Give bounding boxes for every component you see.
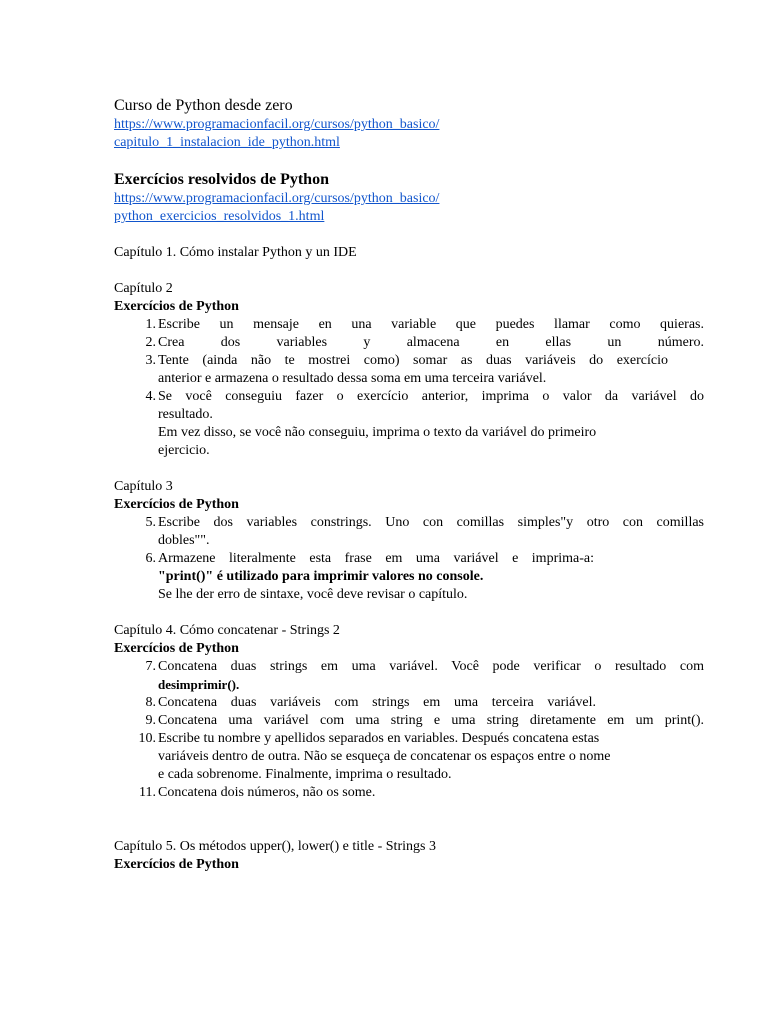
chapter4-subhead: Exercícios de Python — [114, 641, 239, 656]
list-item — [114, 550, 704, 604]
item-number: 7. — [145, 659, 156, 674]
item-text: Em vez disso, se você não conseguiu, imprima o texto da variável do primeiro — [158, 425, 597, 440]
list-item — [114, 388, 704, 460]
item-text: desimprimir(). — [158, 677, 240, 692]
chapter3-title: Capítulo 3 — [114, 479, 173, 494]
list-item — [114, 352, 704, 388]
item-number: 1. — [145, 317, 156, 332]
list-item — [114, 712, 704, 730]
item-text: Tente (ainda não te mostrei como) somar as duas variáveis do exercício — [158, 353, 668, 368]
item-text: Se você conseguiu fazer o exercício anterior, imprima o valor da variável do — [158, 389, 704, 404]
exercises-link-line1[interactable]: https://www.programacionfacil.org/cursos/python_basico/ — [114, 191, 440, 206]
item-text: Armazene literalmente esta frase em uma variável e imprima-a: — [158, 551, 594, 566]
chapter2-title: Capítulo 2 — [114, 281, 173, 296]
item-text: e cada sobrenome. Finalmente, imprima o resultado. — [158, 767, 452, 782]
course-link-line1[interactable]: https://www.programacionfacil.org/cursos/python_basico/ — [114, 117, 440, 132]
item-number: 4. — [145, 389, 156, 404]
item-text: Escribe tu nombre y apellidos separados en variables. Después concatena estas — [158, 731, 600, 746]
item-text: ejercicio. — [158, 443, 210, 458]
chapter3-subhead: Exercícios de Python — [114, 497, 239, 512]
item-text: variáveis dentro de outra. Não se esqueça de concatenar os espaços entre o nome — [158, 749, 611, 764]
course-title: Curso de Python desde zero — [114, 97, 293, 114]
item-number: 6. — [145, 551, 156, 566]
item-text: Crea dos variables y almacena en ellas un número. — [158, 335, 704, 350]
item-text: Concatena uma variável com uma string e uma string diretamente em um print(). — [158, 713, 704, 728]
exercises-title: Exercícios resolvidos de Python — [114, 171, 329, 188]
item-text: Se lhe der erro de sintaxe, você deve revisar o capítulo. — [158, 587, 468, 602]
exercises-link-line2[interactable]: python_exercicios_resolvidos_1.html — [114, 209, 325, 224]
chapter4-exercise-list — [114, 658, 704, 802]
list-item — [114, 316, 704, 334]
item-number: 8. — [145, 695, 156, 710]
item-number: 3. — [145, 353, 156, 368]
item-number: 11. — [139, 785, 156, 800]
item-text: "print()" é utilizado para imprimir valores no console. — [158, 569, 484, 584]
item-text: resultado. — [158, 407, 213, 422]
list-item — [114, 514, 704, 550]
chapter3-exercise-list — [114, 514, 704, 604]
chapter2-subhead: Exercícios de Python — [114, 299, 239, 314]
list-item — [114, 334, 704, 352]
chapter1-title: Capítulo 1. Cómo instalar Python y un IDE — [114, 245, 357, 260]
list-item — [114, 730, 704, 784]
list-item — [114, 784, 704, 802]
chapter2-exercise-list — [114, 316, 704, 460]
list-item — [114, 658, 704, 694]
chapter5-subhead: Exercícios de Python — [114, 857, 239, 872]
item-number: 2. — [145, 335, 156, 350]
item-text: Escribe dos variables constrings. Uno con comillas simples"y otro con comillas — [158, 515, 704, 530]
item-text: Escribe un mensaje en una variable que puedes llamar como quieras. — [158, 317, 704, 332]
course-link-line2[interactable]: capitulo_1_instalacion_ide_python.html — [114, 135, 340, 150]
item-text: Concatena duas strings em uma variável. Você pode verificar o resultado com — [158, 659, 704, 674]
item-number: 9. — [145, 713, 156, 728]
item-text: Concatena duas variáveis com strings em uma terceira variável. — [158, 695, 596, 710]
item-text: anterior e armazena o resultado dessa soma em uma terceira variável. — [158, 371, 547, 386]
chapter5-title: Capítulo 5. Os métodos upper(), lower() e title - Strings 3 — [114, 839, 436, 854]
item-text: dobles"". — [158, 533, 210, 548]
item-text: Concatena dois números, não os some. — [158, 785, 376, 800]
item-number: 5. — [145, 515, 156, 530]
item-number: 10. — [138, 731, 156, 746]
document-page — [114, 96, 704, 874]
list-item — [114, 694, 704, 712]
chapter4-title: Capítulo 4. Cómo concatenar - Strings 2 — [114, 623, 340, 638]
